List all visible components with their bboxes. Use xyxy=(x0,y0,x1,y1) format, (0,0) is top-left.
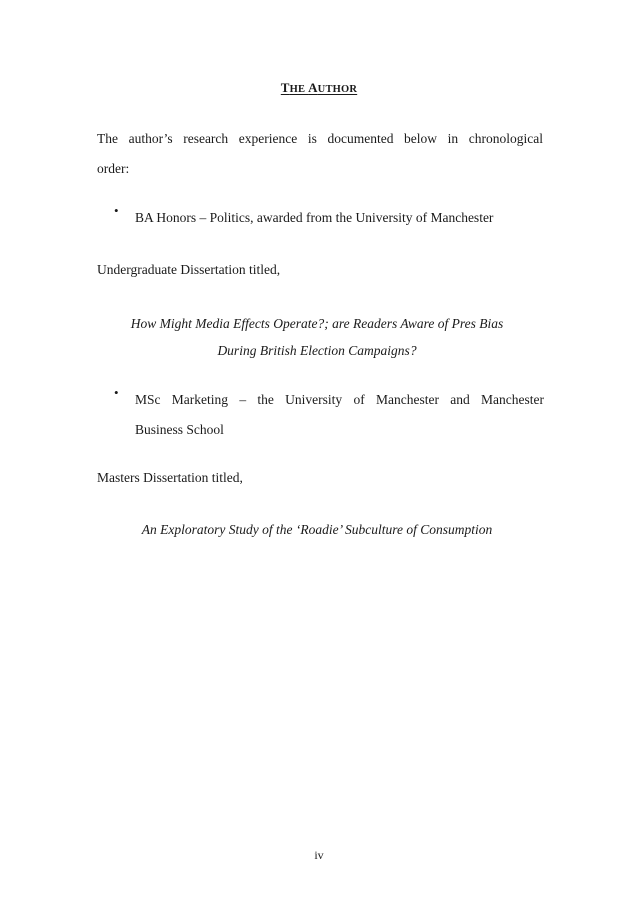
masters-dissertation-label: Masters Dissertation titled, xyxy=(97,470,243,485)
undergrad-dissertation-title-line-1: How Might Media Effects Operate?; are Readers Aware of Pres Bias xyxy=(130,316,504,331)
undergrad-dissertation-title-line-2: During British Election Campaigns? xyxy=(217,343,417,358)
title-rest-author: UTHOR xyxy=(317,84,358,95)
intro-line-2: order: xyxy=(97,161,130,176)
page-number: iv xyxy=(314,848,324,862)
title-rest-the: HE xyxy=(289,84,309,95)
intro-line-1: The author’s research experience is documented below in chronological xyxy=(97,131,543,146)
bullet-icon: • xyxy=(114,203,119,218)
masters-dissertation-title: An Exploratory Study of the ‘Roadie’ Subculture of Consumption xyxy=(141,522,493,537)
page-title xyxy=(0,80,638,96)
degree-ba-text: BA Honors – Politics, awarded from the University of Manchester xyxy=(135,210,494,225)
title-initial-the: T xyxy=(280,80,290,95)
undergrad-dissertation-label: Undergraduate Dissertation titled, xyxy=(97,262,281,277)
bullet-icon: • xyxy=(114,385,119,400)
title-initial-author: A xyxy=(308,80,318,95)
intro-paragraph xyxy=(97,124,543,184)
degree-msc-line-1: MSc Marketing – the University of Manchester and Manchester xyxy=(135,392,544,407)
degree-msc-text xyxy=(135,385,544,445)
degree-msc-line-2: Business School xyxy=(135,422,224,437)
